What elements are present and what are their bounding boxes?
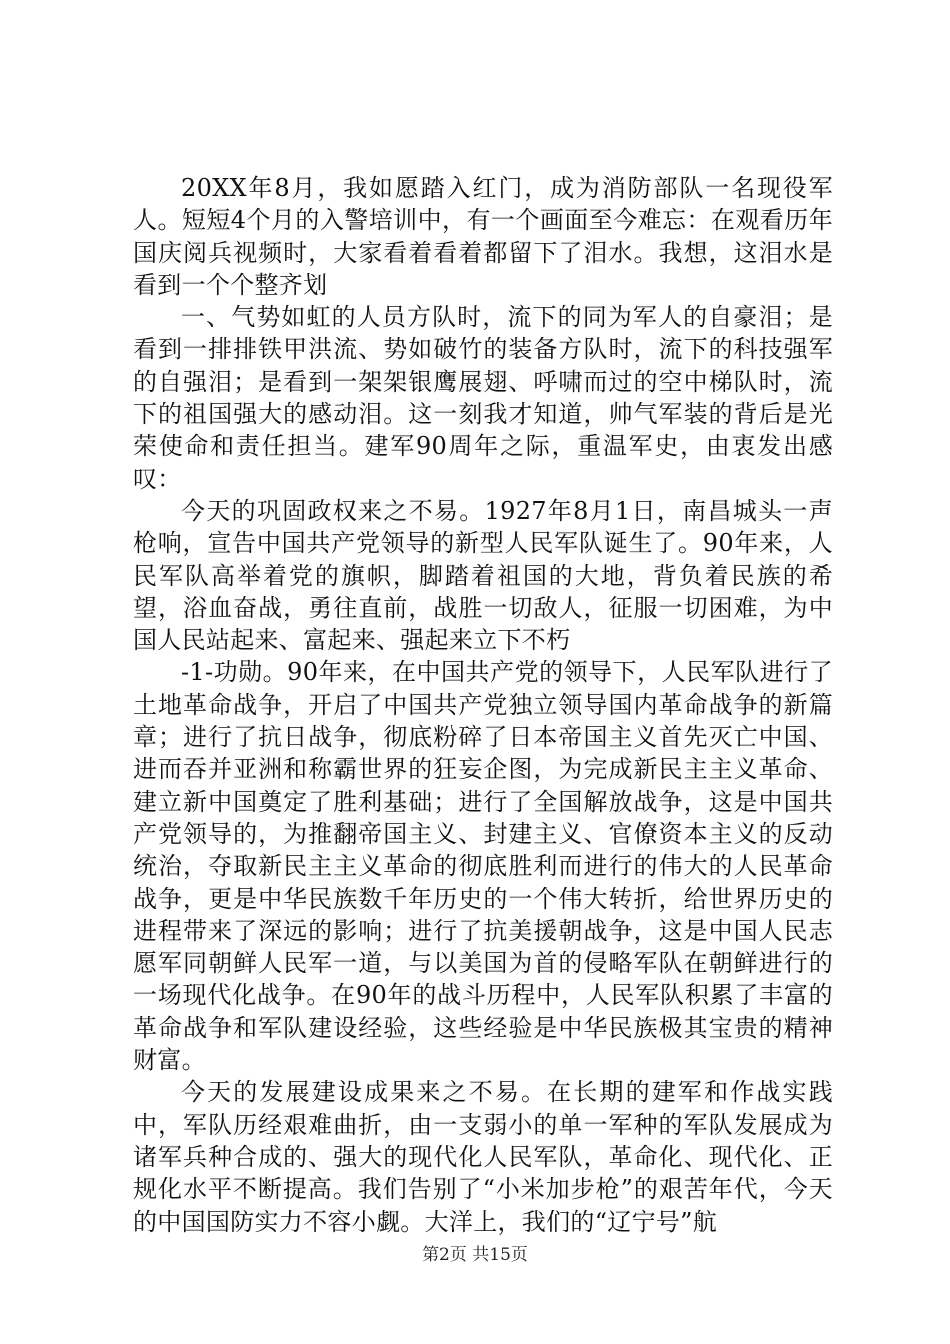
paragraph-4: -1-功勋。90年来，在中国共产党的领导下，人民军队进行了土地革命战争，开启了中国共产党独立领导国内革命战争的新篇章；进行了抗日战争，彻底粉碎了日本帝国主义首先灭亡中国、进而吞并亚洲和称霸世界的狂妄企图，为完成新民主主义革命、建立新中国奠定了胜利基础；进行了全国解放战争，这是中国共产党领导的，为推翻帝国主义、封建主义、官僚资本主义的反动统治，夺取新民主主义革命的彻底胜利而进行的伟大的人民革命战争，更是中华民族数千年历史的一个伟大转折，给世界历史的进程带来了深远的影响；进行了抗美援朝战争，这是中国人民志愿军同朝鲜人民军一道，与以美国为首的侵略军队在朝鲜进行的一场现代化战争。在90年的战斗历程中，人民军队积累了丰富的革命战争和军队建设经验，这些经验是中华民族极其宝贵的精神财富。 [133, 658, 833, 1075]
paragraph-2: 一、气势如虹的人员方队时，流下的同为军人的自豪泪；是看到一排排铁甲洪流、势如破竹的装备方队时，流下的科技强军的自强泪；是看到一架架银鹰展翅、呼啸而过的空中梯队时，流下的祖国强大的感动泪。这一刻我才知道，帅气军装的背后是光荣使命和责任担当。建军90周年之际，重温军史，由衷发出感叹： [133, 303, 833, 493]
paragraph-1: 20XX年8月，我如愿踏入红门，成为消防部队一名现役军人。短短4个月的入警培训中，有一个画面至今难忘：在观看历年国庆阅兵视频时，大家看着看着都留下了泪水。我想，这泪水是看到一个个整齐划 [133, 174, 833, 299]
paragraph-5: 今天的发展建设成果来之不易。在长期的建军和作战实践中，军队历经艰难曲折，由一支弱小的单一军种的军队发展成为诸军兵种合成的、强大的现代化人民军队，革命化、现代化、正规化水平不断提高。我们告别了“小米加步枪”的艰苦年代，今天的中国国防实力不容小觑。大洋上，我们的“辽宁号”航 [133, 1078, 833, 1236]
paragraph-3: 今天的巩固政权来之不易。1927年8月1日，南昌城头一声枪响，宣告中国共产党领导的新型人民军队诞生了。90年来，人民军队高举着党的旗帜，脚踏着祖国的大地，背负着民族的希望，浴血奋战，勇往直前，战胜一切敌人，征服一切困难，为中国人民站起来、富起来、强起来立下不朽 [133, 496, 833, 655]
document-body [133, 172, 833, 1238]
page-number-footer: 第2页 共15页 [422, 1245, 528, 1265]
